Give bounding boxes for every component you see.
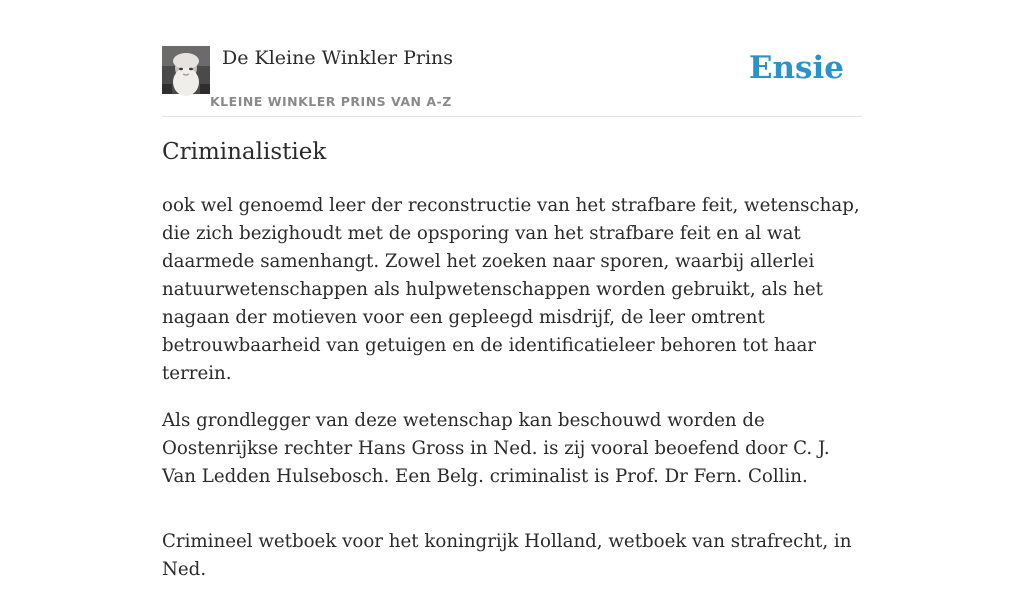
- bearded-man-portrait-icon: [162, 46, 210, 94]
- article-paragraph: ook wel genoemd leer der reconstructie van het strafbare feit, wetenschap, die zich bezighoudt met de opsporing van het strafbare feit en al wat daarmede samenhangt. Zowel het zoeken naar sporen, waarbij allerlei natuurwetenschappen als hulpwetenschappen worden gebruikt, als het nagaan der motieven voor een gepleegd misdrijf, de leer omtrent betrouwbaarheid van getuigen en de identificatieleer behoren tot haar terrein.: [162, 195, 860, 384]
- article-body: [162, 192, 862, 603]
- article-title: Criminalistiek: [162, 139, 327, 165]
- author-avatar[interactable]: [162, 46, 210, 94]
- author-name[interactable]: De Kleine Winkler Prins: [222, 47, 454, 69]
- source-subtitle[interactable]: KLEINE WINKLER PRINS VAN A-Z: [210, 94, 452, 109]
- article-paragraph: Als grondlegger van deze wetenschap kan beschouwd worden de Oostenrijkse rechter Hans Gross in Ned. is zij vooral beoefend door C. J. Van Ledden Hulsebosch. Een Belg. criminalist is Prof. Dr Fern. Collin.: [162, 410, 830, 487]
- ensie-logo-link[interactable]: Ensie: [748, 50, 844, 86]
- page-header: [162, 44, 862, 117]
- article-paragraph: Crimineel wetboek voor het koningrijk Holland, wetboek van strafrecht, in Ned.: [162, 531, 852, 580]
